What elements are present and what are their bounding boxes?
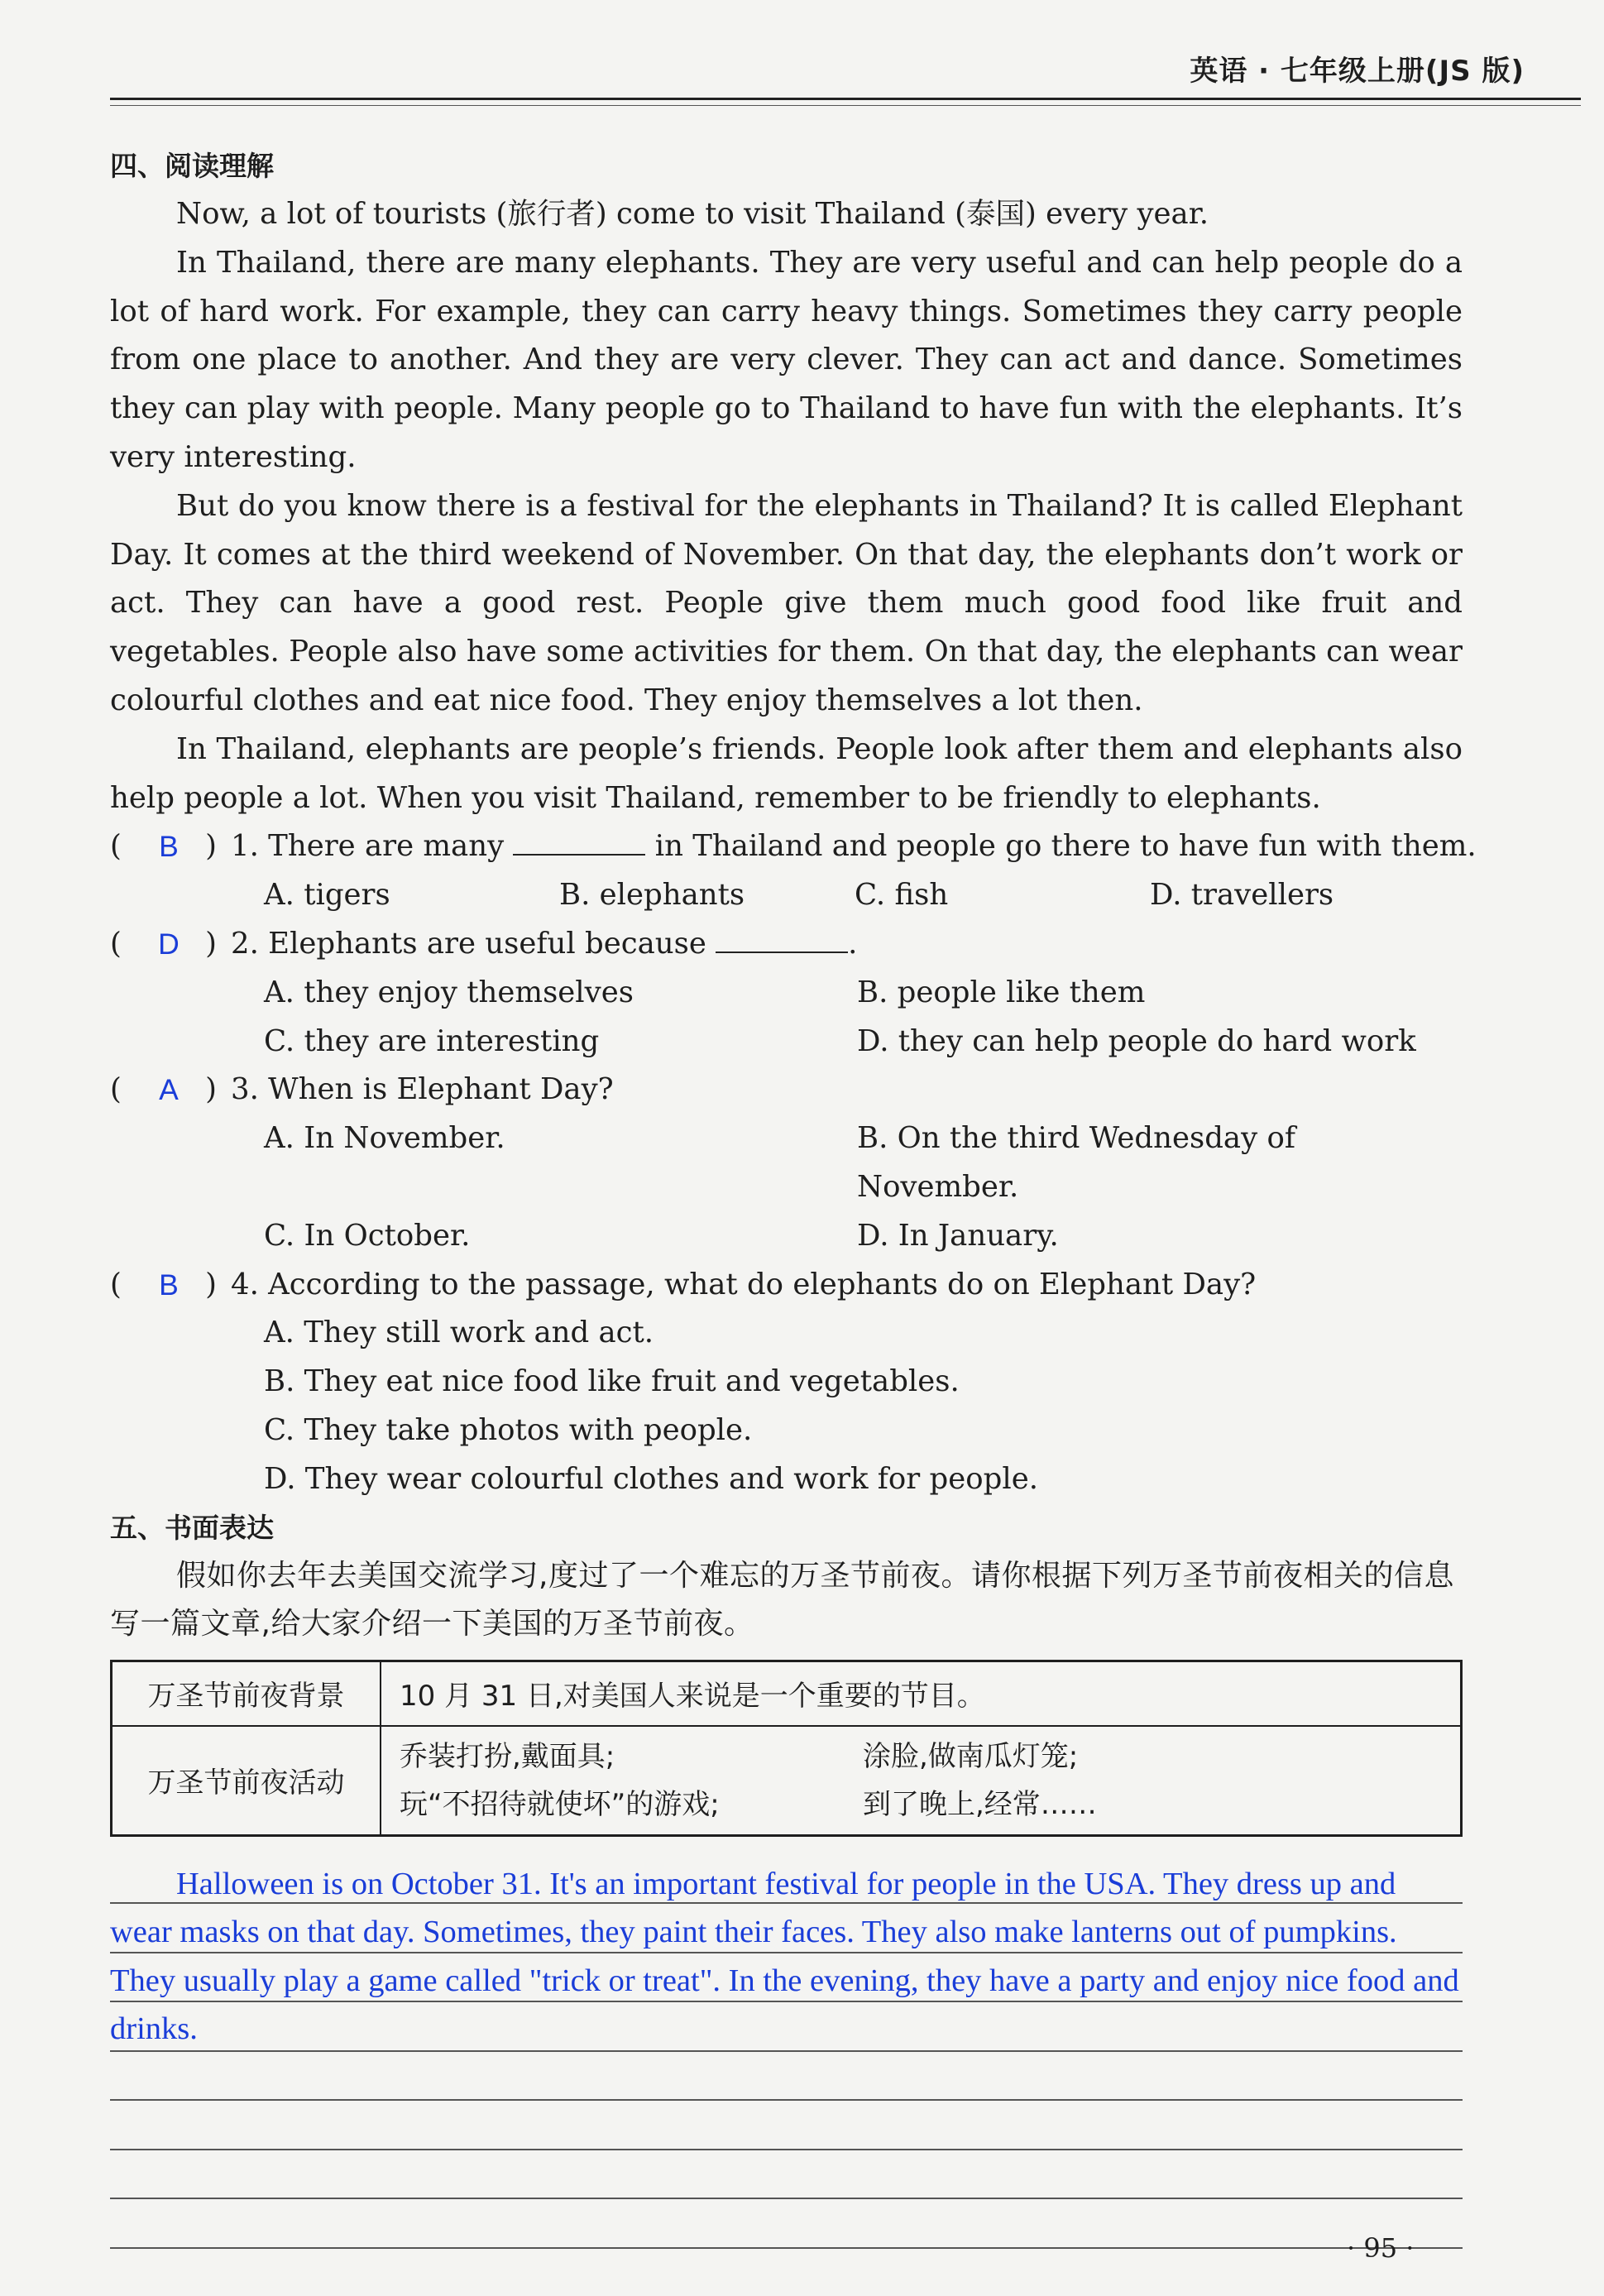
activity-item: 涂脸,做南瓜灯笼; [863, 1739, 1079, 1773]
question-text: 1. There are many [231, 829, 505, 864]
option: B. people like them [857, 975, 1146, 1009]
answer-bracket[interactable]: ( B ) [110, 1261, 231, 1310]
header-rule [110, 98, 1581, 100]
option: D. In January. [857, 1218, 1059, 1253]
answer-mark: B [159, 1268, 179, 1301]
options-1 [264, 871, 1463, 920]
question-3 [110, 1066, 1463, 1114]
option: D. They wear colourful clothes and work for people. [264, 1461, 1038, 1496]
table-label: 万圣节前夜活动 [112, 1726, 381, 1836]
table-row [112, 1661, 1462, 1726]
writing-area[interactable] [110, 1855, 1463, 2249]
question-4 [110, 1261, 1463, 1310]
table-label: 万圣节前夜背景 [112, 1661, 381, 1726]
reading-paragraph: Now, a lot of tourists (旅行者) come to visit Thailand (泰国) every year. [176, 197, 1209, 231]
question-text: . [848, 926, 858, 961]
answer-mark: D [158, 927, 180, 961]
question-2 [110, 920, 1463, 969]
option: A. They still work and act. [264, 1316, 654, 1350]
writing-heading: 五、书面表达 [110, 1511, 274, 1544]
answer-mark: B [159, 830, 179, 864]
activity-item: 玩“不招待就使坏”的游戏; [400, 1787, 720, 1821]
halloween-info-table [110, 1660, 1463, 1837]
options-4 [264, 1309, 1463, 1503]
option: A. In November. [264, 1121, 505, 1156]
table-value: 10 月 31 日,对美国人来说是一个重要的节目。 [381, 1661, 1462, 1726]
option: C. fish [855, 878, 949, 913]
writing-line [110, 2199, 1463, 2249]
option: D. travellers [1150, 878, 1334, 913]
table-value [381, 1726, 1462, 1836]
page-content [110, 142, 1477, 2249]
answer-blank[interactable] [513, 824, 645, 856]
option: D. they can help people do hard work [857, 1023, 1416, 1058]
option: C. they are interesting [264, 1023, 600, 1058]
header-title: 英语 · 七年级上册(JS 版) [1190, 55, 1525, 88]
question-text: 4. According to the passage, what do elephants do on Elephant Day? [231, 1267, 1257, 1301]
answer-bracket[interactable]: ( D ) [110, 920, 231, 969]
option: A. they enjoy themselves [264, 975, 634, 1009]
writing-prompt: 假如你去年去美国交流学习,度过了一个难忘的万圣节前夜。请你根据下列万圣节前夜相关的信息写一篇文章,给大家介绍一下美国的万圣节前夜。 [110, 1558, 1454, 1641]
option: C. They take photos with people. [264, 1412, 753, 1447]
reading-paragraph: In Thailand, elephants are people’s friends. People look after them and elephants also help people a lot. When you visit Thailand, remember to be friendly to elephants. [110, 731, 1463, 815]
reading-heading: 四、阅读理解 [110, 150, 274, 182]
question-1 [110, 822, 1477, 871]
answer-bracket[interactable]: ( A ) [110, 1066, 231, 1114]
option: B. elephants [559, 878, 745, 913]
writing-line [110, 2052, 1463, 2102]
page-number: · 95 · [1347, 2232, 1415, 2264]
handwritten-answer: Halloween is on October 31. It's an important festival for people in the USA. They dress up and wear masks on that day. Sometimes, they paint their faces. They also make lanterns out of pumpkins. They usually play a game called "trick or treat". In the evening, they have a party and enjoy nice food and drinks. [110, 1866, 1459, 2047]
option: A. tigers [264, 878, 390, 913]
question-text: in Thailand and people go there to have fun with them. [654, 829, 1477, 864]
table-row [112, 1726, 1462, 1836]
reading-paragraph: In Thailand, there are many elephants. They are very useful and can help people do a lot of hard work. For example, they can carry heavy things. Sometimes they carry people from one place to another. And they are very clever. They can act and dance. Sometimes they can play with people. Many people go to Thailand to have fun with the elephants. It’s very interesting. [110, 245, 1463, 474]
options-3 [264, 1114, 1463, 1260]
options-2 [264, 969, 1463, 1067]
option: B. On the third Wednesday of November. [857, 1121, 1295, 1204]
writing-line [110, 2101, 1463, 2150]
writing-line [110, 2150, 1463, 2200]
answer-blank[interactable] [716, 922, 848, 953]
answer-bracket[interactable]: ( B ) [110, 822, 231, 871]
question-text: 2. Elephants are useful because [231, 926, 706, 961]
answer-mark: A [159, 1073, 179, 1107]
reading-paragraph: But do you know there is a festival for the elephants in Thailand? It is called Elephant Day. It comes at the third weekend of November. On that day, the elephants don’t work or act. They can have a good rest. People give them much good food like fruit and vegetables. People also have some activities for them. On that day, the elephants can wear colourful clothes and eat nice food. They enjoy themselves a lot then. [110, 488, 1463, 717]
option: B. They eat nice food like fruit and vegetables. [264, 1364, 960, 1399]
activity-item: 到了晚上,经常…… [863, 1787, 1097, 1821]
option: C. In October. [264, 1218, 471, 1253]
activity-item: 乔装打扮,戴面具; [400, 1739, 615, 1773]
question-text: 3. When is Elephant Day? [231, 1072, 614, 1107]
